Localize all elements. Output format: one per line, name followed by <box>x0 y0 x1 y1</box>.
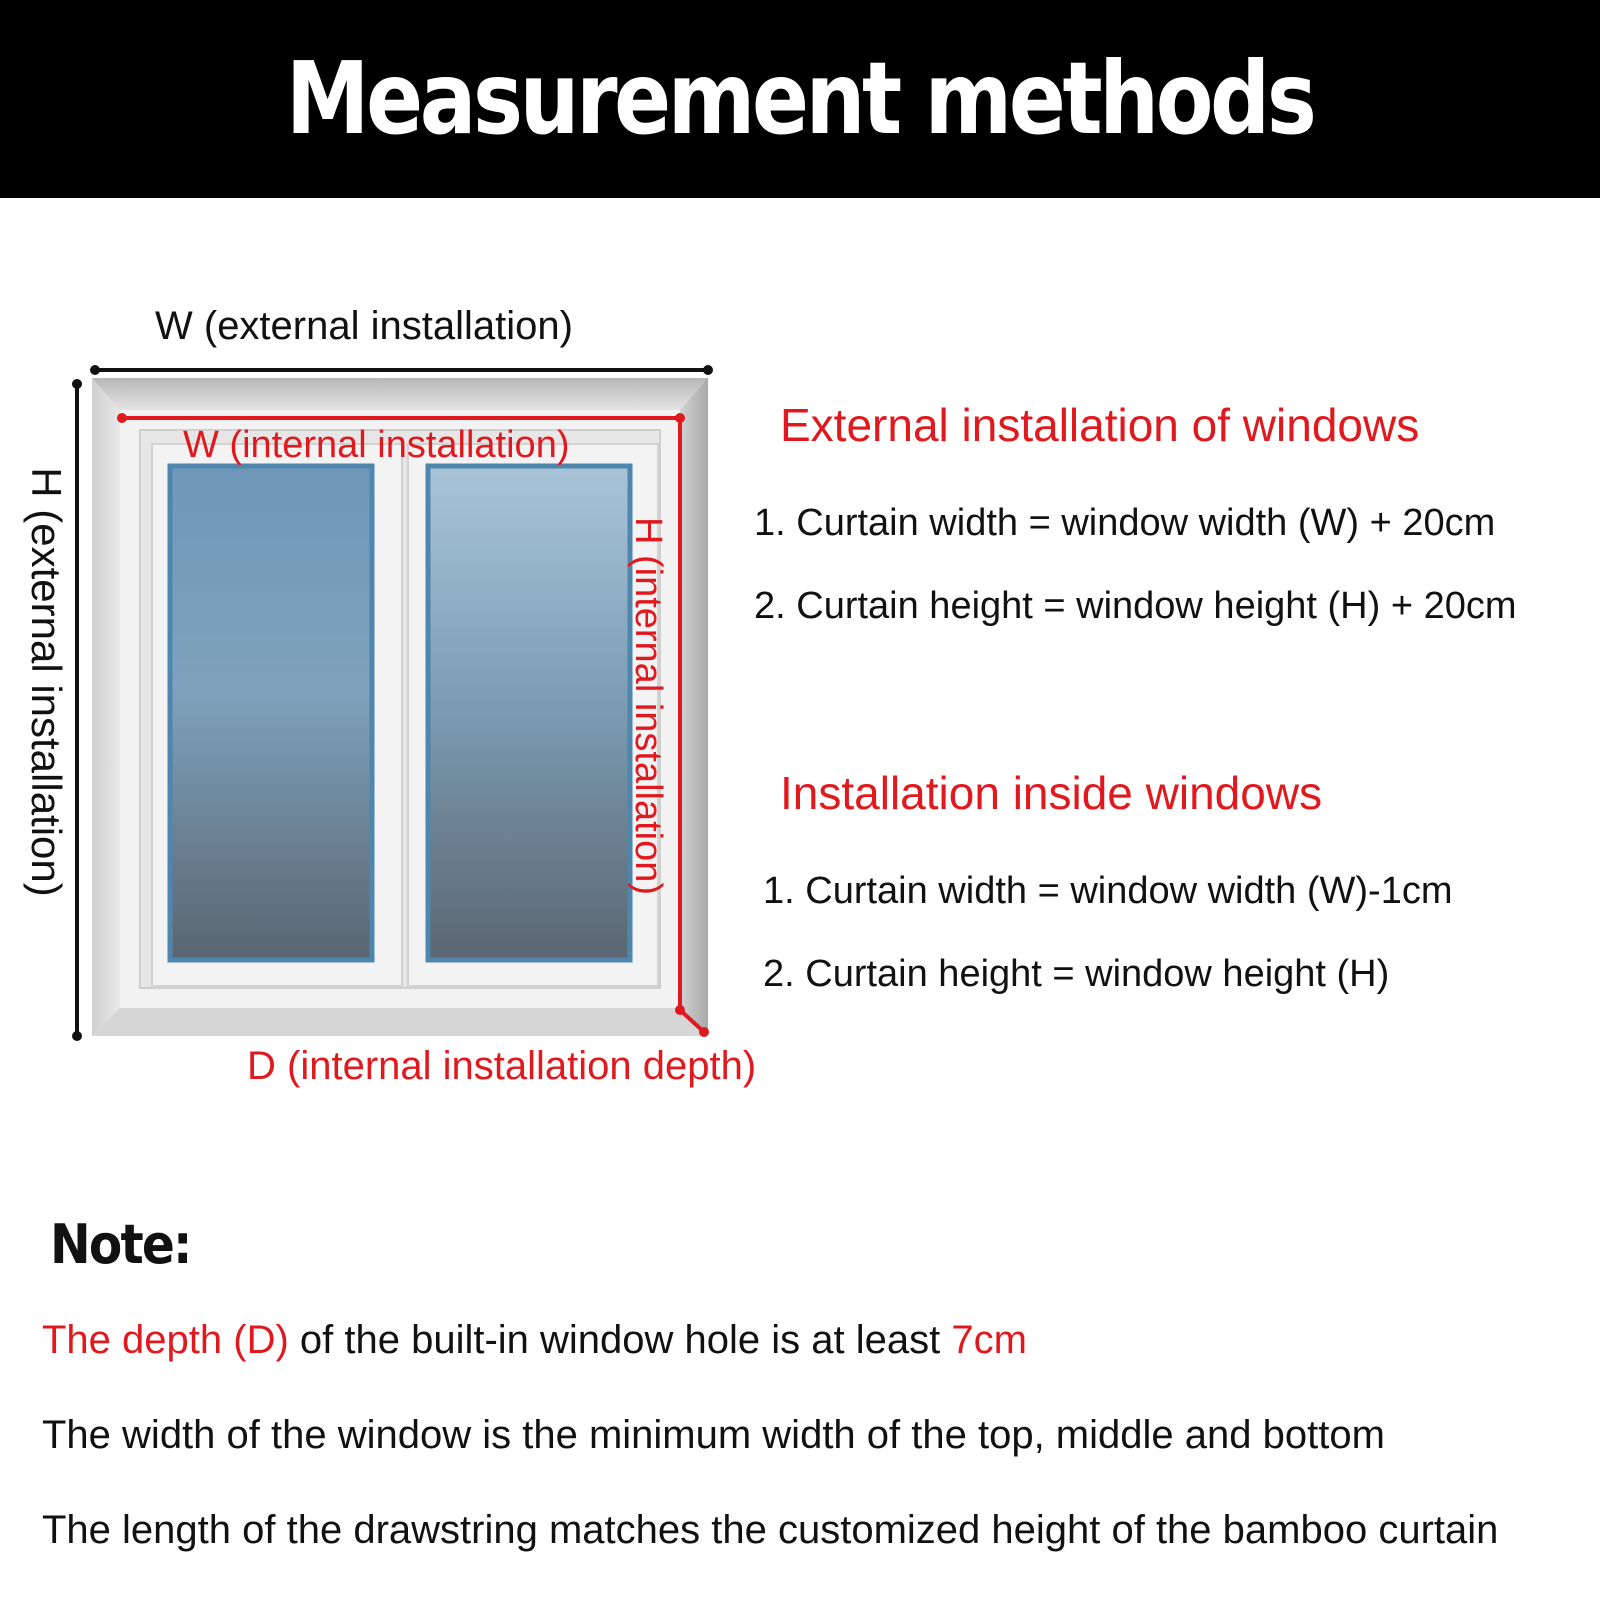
label-h-external: H (external installation) <box>23 467 70 897</box>
label-h-internal: H (internal installation) <box>627 516 669 896</box>
label-d-internal-depth: D (internal installation depth) <box>247 1044 757 1088</box>
external-rule-width: 1. Curtain width = window width (W) + 20cm <box>754 502 1496 544</box>
header-banner <box>0 0 1600 198</box>
note-line-drawstring: The length of the drawstring matches the customized height of the bamboo curtain <box>42 1508 1499 1552</box>
external-installation-title: External installation of windows <box>780 399 1420 451</box>
note-depth-label: The depth (D) <box>42 1318 289 1362</box>
internal-installation-title: Installation inside windows <box>780 767 1323 819</box>
note-title: Note: <box>50 1213 191 1276</box>
note-depth-text: of the built-in window hole is at least <box>288 1318 952 1362</box>
internal-rule-height: 2. Curtain height = window height (H) <box>763 953 1390 995</box>
note-line-width: The width of the window is the minimum width of the top, middle and bottom <box>42 1413 1385 1457</box>
window-diagram <box>0 198 860 1128</box>
internal-rule-width: 1. Curtain width = window width (W)-1cm <box>763 870 1453 912</box>
external-rule-height: 2. Curtain height = window height (H) + 20cm <box>754 585 1517 627</box>
label-w-external: W (external installation) <box>155 304 573 348</box>
label-w-internal: W (internal installation) <box>183 424 570 466</box>
page-title: Measurement methods <box>286 40 1314 157</box>
note-depth-value: 7cm <box>951 1318 1027 1362</box>
note-line-depth <box>42 1320 1027 1360</box>
